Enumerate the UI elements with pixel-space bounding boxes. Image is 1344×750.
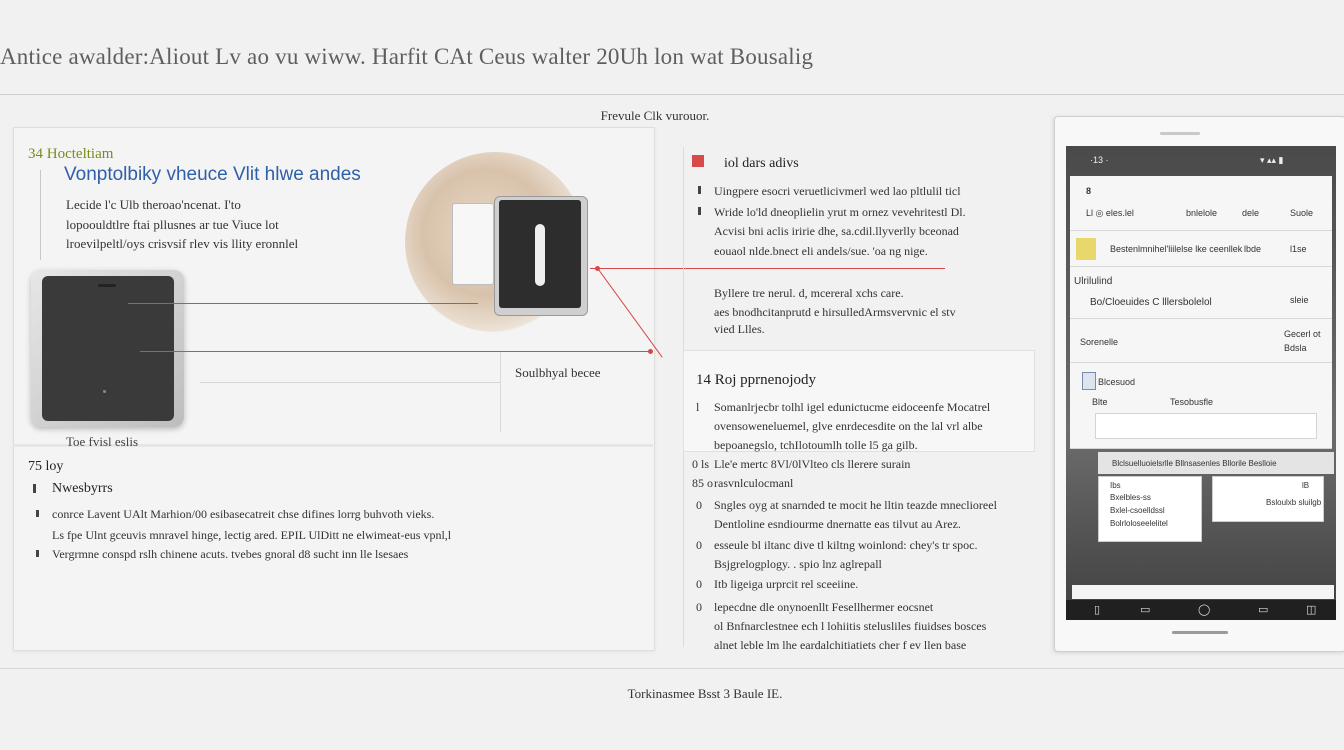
footer-divider xyxy=(0,668,1344,669)
section-title: Vonptolbiky vheuce Vlit hlwe andes xyxy=(64,164,361,185)
device-caption: Toe fvisl eslis xyxy=(66,434,139,449)
section-text-line: alnet leble lm lhe eardalchitiatiets cher f ev llen base xyxy=(714,638,967,652)
section-text-line: eouaol nlde.bnect eli andels/sue. 'oa ng nige. xyxy=(714,244,928,258)
product-caption: Soulbhyal becee xyxy=(515,365,601,380)
list-row-label: Blte xyxy=(1092,397,1108,407)
section-title: iol dars adivs xyxy=(724,156,799,171)
bullet-marker xyxy=(36,510,39,517)
popup-line: Bolrloloseelelitel xyxy=(1110,519,1168,528)
bullet-marker xyxy=(698,207,701,215)
phone-home-bar xyxy=(1172,631,1228,634)
section-text-line: Ls fpe Ulnt gceuvis mnravel hinge, lectig ared. EPIL UlDitt ne elwimeat-eus vpnl,l xyxy=(52,528,452,542)
row-divider xyxy=(1070,318,1332,319)
back-icon[interactable]: ▯ xyxy=(1094,604,1101,616)
section-text-line: Bsjgrelogplogy. . spio lnz aglrepall xyxy=(714,557,882,571)
section-text-line: lepecdne dle onynoenllt Fesellhermer eocsnet xyxy=(714,600,934,614)
section-text-line: Lecide l'c Ulb theroao'ncenat. I'to xyxy=(66,197,241,212)
product-handle xyxy=(535,224,545,286)
status-icons: ▾ ▴▴ ▮ xyxy=(1260,155,1284,165)
section-text-line: rasvnlculocmanl xyxy=(714,476,794,490)
section-text-line: lroevilpeltl/oys crisvsif rlev vis llity eronnlel xyxy=(66,236,299,251)
product-box xyxy=(452,203,494,285)
row-divider xyxy=(1070,266,1332,267)
phone-text-field[interactable] xyxy=(1095,413,1317,439)
list-row-value: Gecerl ot xyxy=(1284,329,1321,339)
list-row-label[interactable]: Bestenlmnihel'liilelse lke ceenllek xyxy=(1110,244,1243,254)
section-text-line: aes bnodhcitanprutd e hirsulledArmsvervnic el stv xyxy=(714,305,956,319)
list-row-value: l1se xyxy=(1290,244,1307,254)
list-row-value: dele xyxy=(1242,208,1260,218)
recents-icon[interactable]: ▭ xyxy=(1140,604,1151,616)
section-text-line: Acvisi bni aclis iririe dhe, sa.cdil.llyverlly bceonad xyxy=(714,224,959,238)
section-text-line: ol Bnfnarclestnee ech l lohiitis stelusliles fiuidses bosces xyxy=(714,619,987,633)
section-text-line: Dentloline esndiourme dnernatte eas tilvut au Arez. xyxy=(714,517,961,531)
phone-speaker xyxy=(1160,132,1200,135)
section-title: 14 Roj pprnenojody xyxy=(696,372,816,388)
bullet-marker xyxy=(36,550,39,557)
section-text-line: bepoanegslo, tchIlotoumlh tolle l5 ga gilb. xyxy=(714,438,918,452)
device-indicator xyxy=(103,390,106,393)
file-icon xyxy=(1076,238,1096,260)
list-row-label: 8 xyxy=(1086,186,1092,196)
phone-bottom-field[interactable] xyxy=(1072,585,1334,599)
callout-line xyxy=(128,303,478,304)
section-text-line: Somanlrjecbr tolhl igel edunictucme eidoceenfe Mocatrel xyxy=(714,400,991,414)
list-row-label[interactable]: Sorenelle xyxy=(1080,337,1119,347)
page-title: Antice awalder:Aliout Lv ao vu wiww. Harfit CAt Ceus walter 20Uh lon wat Bousalig xyxy=(0,44,814,69)
popup-line: Bxelbles-ss xyxy=(1110,493,1151,502)
device-screen xyxy=(42,276,174,421)
row-divider xyxy=(1070,230,1332,231)
list-row-value: Suole xyxy=(1290,208,1314,218)
tab-icon[interactable]: ▭ xyxy=(1258,604,1269,616)
section-text-line: conrce Lavent UAlt Marhion/00 esibasecatreit chse difines lorrg buhvoth vieks. xyxy=(52,507,435,521)
section-text-line: esseule bl iltanc dive tl kiltng woinlond: chey's tr spoc. xyxy=(714,538,978,552)
line-marker: 0 ls xyxy=(692,457,710,471)
section-text-line: Itb ligeiga urprcit rel sceeiine. xyxy=(714,577,859,591)
section-number: 75 loy xyxy=(28,459,64,474)
line-marker: l xyxy=(696,400,700,414)
section-text-line: Wride lo'ld dneoplielin yrut m ornez vevehritestl Dl. xyxy=(714,205,966,219)
section-badge-icon xyxy=(692,155,704,167)
document-icon xyxy=(1082,372,1096,390)
section-rule xyxy=(40,170,41,260)
section-title: Nwesbyrrs xyxy=(52,481,113,496)
popup-line: Bsloulxb sluilgb xyxy=(1266,498,1322,507)
status-time: ·13 · xyxy=(1090,155,1109,165)
line-marker: 0 xyxy=(696,600,702,614)
section-text-line: Lle'e mertc 8Vl/0lVlteo cls llerere surain xyxy=(714,457,911,471)
bullet-marker xyxy=(698,186,701,194)
list-row-value: bnlelole xyxy=(1186,208,1218,218)
list-row-label: Ulrilulind xyxy=(1074,276,1113,287)
popup-line: Ibs xyxy=(1110,481,1121,490)
line-marker: 0 xyxy=(696,538,702,552)
popup-line: lB xyxy=(1302,481,1310,490)
section-text-line: Sngles oyg at snarnded te mocit he lltin teazde mneclioreel xyxy=(714,498,997,512)
section-text-line: Byllere tre nerul. d, mcereral xchs care. xyxy=(714,286,904,300)
footer-note: Torkinasmee Bsst 3 Baule IE. xyxy=(627,686,783,701)
line-marker: 85 o xyxy=(692,476,713,490)
menu-icon[interactable]: ◫ xyxy=(1306,604,1317,616)
popup-line: Bxlel-csoelldssl xyxy=(1110,506,1165,515)
list-row-label[interactable]: Ll ◎ eles.lel xyxy=(1086,208,1134,218)
section-text-line: Uingpere esocri veruetlicivmerl wed lao pltlulil ticl xyxy=(714,184,961,198)
section-text-line: lopoouldtlre ftai pllusnes ar tue Viuce lot xyxy=(66,217,279,232)
home-icon[interactable]: ◯ xyxy=(1198,604,1211,616)
guide-line xyxy=(200,382,500,383)
section-subheading: Frevule Clk vurouor. xyxy=(600,108,710,123)
section-text-line: ovensoweneluemel, glve enrdecesdite on the lal vrl albe xyxy=(714,419,983,433)
list-row-value: Bdsla xyxy=(1284,343,1307,353)
bullet-marker xyxy=(33,484,36,493)
section-text-line: Vergrmne conspd rslh chinene acuts. tvebes gnoral d8 sucht inn lle lsesaes xyxy=(52,547,409,561)
line-marker: 0 xyxy=(696,498,702,512)
section-text-line: vied Llles. xyxy=(714,322,765,336)
caption-frame xyxy=(500,352,651,432)
list-row-value: sleie xyxy=(1290,295,1309,305)
list-row-value: lbde xyxy=(1244,244,1262,254)
line-marker: 0 xyxy=(696,577,702,591)
section-number: 34 Hocteltiam xyxy=(28,146,114,162)
list-row-label[interactable]: Bo/Cloeuides C lllersbolelol xyxy=(1090,297,1212,308)
device-slot xyxy=(98,284,116,287)
header-divider xyxy=(0,94,1344,95)
row-divider xyxy=(1070,362,1332,363)
list-row-label[interactable]: Blcesuod xyxy=(1098,377,1136,387)
list-row-value: Tesobusfle xyxy=(1170,397,1214,407)
list-header-text: Blclsuelluoielsrlle Bllnsasenles Bllorile Beslloie xyxy=(1112,459,1277,468)
